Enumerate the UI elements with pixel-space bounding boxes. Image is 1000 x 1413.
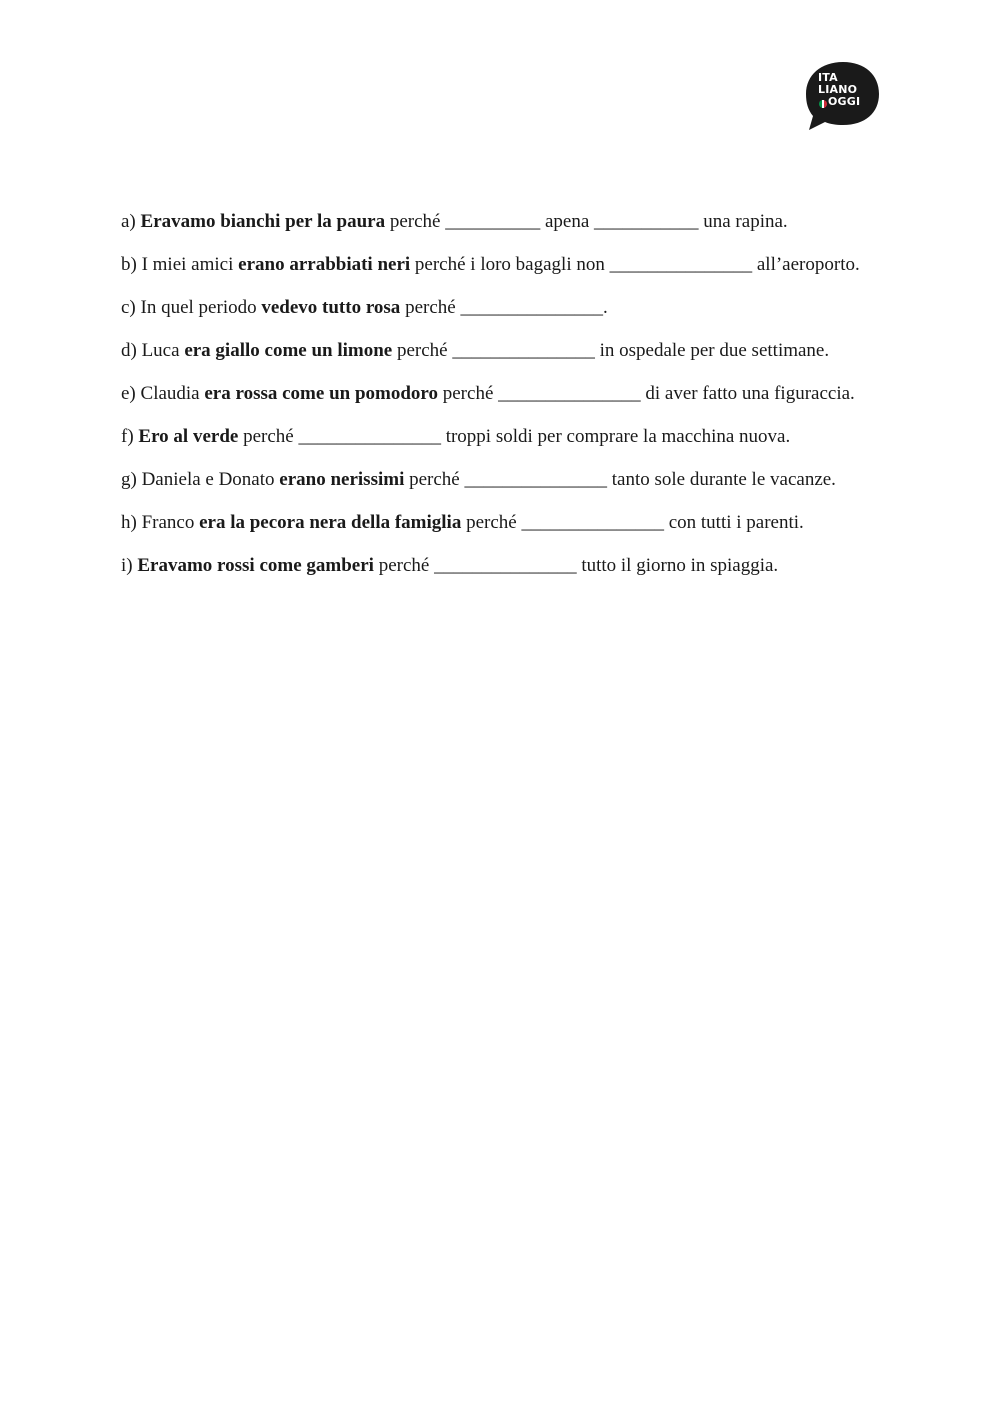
item-text-before: Franco	[136, 512, 200, 533]
exercise-item-a	[121, 200, 878, 243]
item-letter: h)	[121, 512, 137, 533]
item-idiom: erano nerissimi	[279, 469, 405, 490]
item-text-before: Daniela e Donato	[136, 469, 280, 490]
exercise-item-c	[121, 286, 878, 329]
item-idiom: erano arrabbiati neri	[238, 254, 411, 275]
item-text-after: perché i loro bagagli non _______________ all’aeroporto.	[410, 254, 860, 275]
item-text-after: perché _______________ tutto il giorno in spiaggia.	[373, 555, 779, 576]
exercise-list	[121, 200, 878, 587]
item-text-before: Luca	[136, 340, 185, 361]
item-text-after: perché _______________ tanto sole durante le vacanze.	[404, 469, 836, 490]
item-idiom: Eravamo rossi come gamberi	[137, 555, 374, 576]
item-idiom: era rossa come un pomodoro	[204, 383, 438, 404]
item-text-before: Claudia	[135, 383, 205, 404]
item-text-before: In quel periodo	[135, 297, 262, 318]
logo-line-2: LIANO	[818, 83, 858, 96]
exercise-item-b	[121, 243, 878, 286]
item-letter: b)	[121, 254, 137, 275]
item-text-after: perché _______________ con tutti i parenti.	[461, 512, 804, 533]
item-letter: c)	[121, 297, 136, 318]
exercise-item-h	[121, 501, 878, 544]
item-text-after: perché _______________.	[400, 297, 608, 318]
exercise-item-i	[121, 544, 878, 587]
item-letter: e)	[121, 383, 136, 404]
item-idiom: era la pecora nera della famiglia	[199, 512, 462, 533]
item-idiom: Ero al verde	[138, 426, 239, 447]
item-text-after: perché _______________ in ospedale per due settimane.	[392, 340, 830, 361]
italiano-oggi-logo	[803, 60, 883, 132]
item-letter: f)	[121, 426, 134, 447]
exercise-item-d	[121, 329, 878, 372]
item-idiom: Eravamo bianchi per la paura	[140, 211, 386, 232]
item-idiom: vedevo tutto rosa	[261, 297, 401, 318]
item-idiom: era giallo come un limone	[184, 340, 393, 361]
exercise-item-e	[121, 372, 878, 415]
item-text-after: perché _______________ di aver fatto una figuraccia.	[438, 383, 855, 404]
item-text-after: perché _______________ troppi soldi per comprare la macchina nuova.	[238, 426, 791, 447]
exercise-item-f	[121, 415, 878, 458]
item-letter: i)	[121, 555, 133, 576]
exercise-item-g	[121, 458, 878, 501]
logo-line-3: OGGI	[828, 95, 861, 108]
item-text-after: perché __________ apena ___________ una rapina.	[385, 211, 788, 232]
item-letter: d)	[121, 340, 137, 361]
item-letter: g)	[121, 469, 137, 490]
logo-wordmark	[818, 72, 860, 108]
item-text-before: I miei amici	[136, 254, 239, 275]
logo-line-1: ITA	[818, 71, 838, 84]
item-letter: a)	[121, 211, 136, 232]
